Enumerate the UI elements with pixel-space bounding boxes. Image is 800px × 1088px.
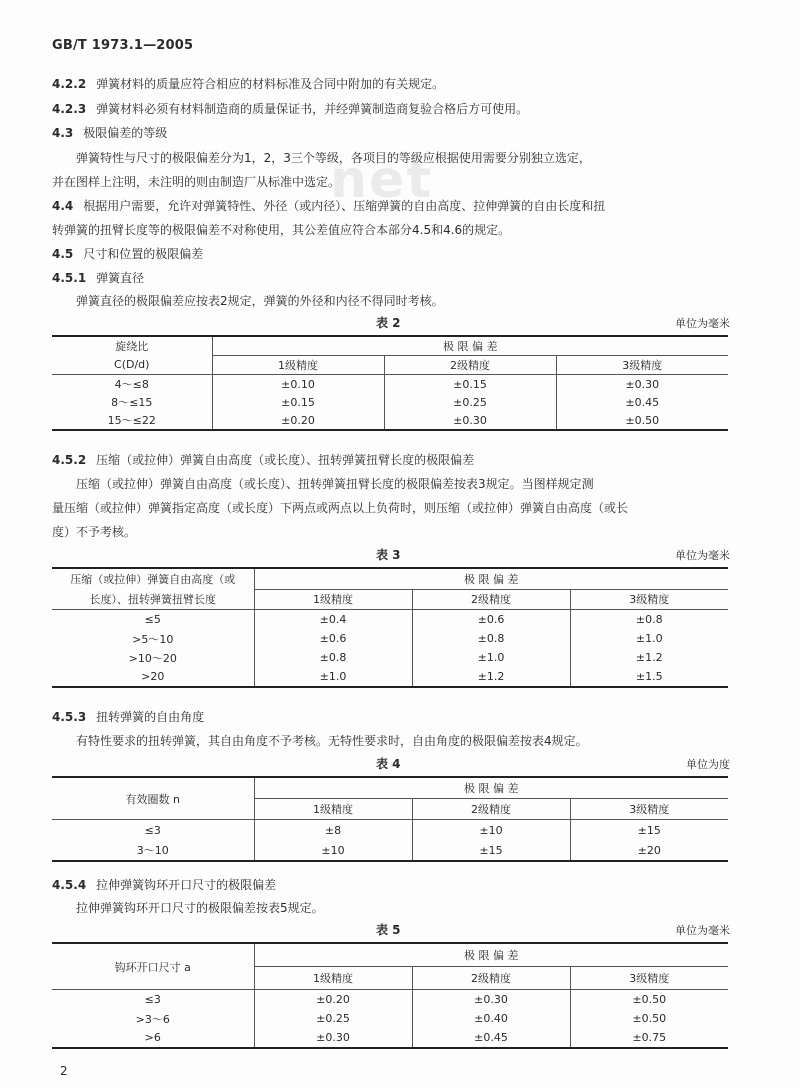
table-row	[52, 667, 728, 687]
table-cell: ±0.50	[556, 411, 728, 430]
table-cell: ±1.0	[254, 667, 412, 687]
table-cell: ±0.8	[570, 610, 728, 630]
section-title: 尺寸和位置的极限偏差	[83, 247, 204, 261]
table-cell: ±15	[412, 840, 570, 861]
section-4-5-3-heading	[52, 709, 204, 725]
table-row	[52, 1028, 728, 1048]
table-cell: ±0.25	[384, 393, 556, 411]
table-header-cell: 旋绕比	[52, 336, 212, 356]
table-header-cell: 2级精度	[384, 356, 556, 375]
table-2-unit: 单位为毫米	[675, 317, 730, 330]
table-header-cell: 2级精度	[412, 589, 570, 610]
section-4-5-2-body-line2: 量压缩（或拉伸）弹簧指定高度（或长度）下两点或两点以上负荷时，则压缩（或拉伸）弹簧自由高度（或长	[52, 501, 629, 515]
table-cell: ±0.50	[570, 1009, 728, 1028]
section-number: 4.5.3	[52, 710, 87, 724]
table-cell: ±1.0	[570, 629, 728, 648]
table-group-header: 极 限 偏 差	[212, 336, 728, 356]
table-cell: ±0.8	[412, 629, 570, 648]
table-cell: 4～≤8	[52, 375, 212, 394]
clause-text: 弹簧材料的质量应符合相应的材料标准及合同中附加的有关规定。	[96, 77, 445, 91]
table-group-header: 极 限 偏 差	[254, 943, 728, 967]
table-header-cell: 2级精度	[412, 967, 570, 990]
table-header-cell: 有效圈数 n	[52, 777, 254, 820]
table-4	[52, 776, 728, 862]
section-title: 压缩（或拉伸）弹簧自由高度（或长度）、扭转弹簧扭臂长度的极限偏差	[96, 453, 475, 467]
table-cell: ±20	[570, 840, 728, 861]
section-4-3-body-line1: 弹簧特性与尺寸的极限偏差分为1，2，3三个等级，各项目的等级应根据使用需要分别独立选定，	[76, 151, 591, 165]
table-header-cell: 3级精度	[556, 356, 728, 375]
table-2	[52, 335, 728, 431]
section-4-5-4-body: 拉伸弹簧钩环开口尺寸的极限偏差按表5规定。	[76, 901, 324, 915]
section-number: 4.5.2	[52, 453, 87, 467]
table-header-cell: 1级精度	[254, 967, 412, 990]
table-header-cell: 1级精度	[212, 356, 384, 375]
table-cell: ±0.30	[412, 990, 570, 1010]
table-cell: ±0.15	[212, 393, 384, 411]
clause-number: 4.2.2	[52, 77, 87, 91]
clause-4-4-line1	[52, 198, 605, 214]
table-cell: 15～≤22	[52, 411, 212, 430]
section-4-3-heading	[52, 125, 167, 141]
table-2-caption: 表 2	[376, 316, 401, 330]
table-cell: >6	[52, 1028, 254, 1048]
table-cell: ±0.6	[412, 610, 570, 630]
table-cell: ±10	[254, 840, 412, 861]
table-cell: ±1.2	[412, 667, 570, 687]
section-title: 弹簧直径	[96, 271, 145, 285]
table-cell: ±0.30	[384, 411, 556, 430]
table-header-cell: 压缩（或拉伸）弹簧自由高度（或	[52, 568, 254, 589]
clause-4-4-line2: 转弹簧的扭臂长度等的极限偏差不对称使用，其公差值应符合本部分4.5和4.6的规定。	[52, 223, 511, 237]
table-row	[52, 840, 728, 861]
table-cell: ±10	[412, 820, 570, 841]
section-4-5-2-body-line1: 压缩（或拉伸）弹簧自由高度（或长度）、扭转弹簧扭臂长度的极限偏差按表3规定。当图样规定测	[76, 477, 594, 491]
section-4-5-4-heading	[52, 877, 276, 893]
section-title: 极限偏差的等级	[83, 126, 168, 140]
section-title: 拉伸弹簧钩环开口尺寸的极限偏差	[96, 878, 277, 892]
standard-header: GB/T 1973.1—2005	[52, 38, 194, 53]
table-row	[52, 820, 728, 841]
table-4-unit: 单位为度	[686, 758, 730, 771]
table-4-caption: 表 4	[376, 757, 401, 771]
table-row	[52, 629, 728, 648]
table-cell: ±0.40	[412, 1009, 570, 1028]
section-number: 4.5.4	[52, 878, 87, 892]
section-title: 扭转弹簧的自由角度	[96, 710, 205, 724]
table-header-cell: 3级精度	[570, 967, 728, 990]
clause-text: 弹簧材料必须有材料制造商的质量保证书，并经弹簧制造商复验合格后方可使用。	[96, 102, 529, 116]
table-cell: ±0.45	[556, 393, 728, 411]
clause-number: 4.4	[52, 199, 74, 213]
table-cell: 3～10	[52, 840, 254, 861]
table-header-cell: 钩环开口尺寸 a	[52, 943, 254, 990]
table-cell: ±0.50	[570, 990, 728, 1010]
table-row	[52, 610, 728, 630]
section-4-5-heading	[52, 246, 203, 262]
table-5-caption: 表 5	[376, 923, 401, 937]
table-cell: ±0.25	[254, 1009, 412, 1028]
table-5-unit: 单位为毫米	[675, 924, 730, 937]
table-header-cell: 1级精度	[254, 799, 412, 820]
table-cell: >20	[52, 667, 254, 687]
table-group-header: 极 限 偏 差	[254, 568, 728, 589]
table-row	[52, 393, 728, 411]
watermark: net	[330, 150, 434, 210]
table-cell: ±1.5	[570, 667, 728, 687]
table-header-cell: 2级精度	[412, 799, 570, 820]
table-header-cell: 1级精度	[254, 589, 412, 610]
table-cell: ±8	[254, 820, 412, 841]
table-cell: ±0.10	[212, 375, 384, 394]
page-number: 2	[60, 1064, 68, 1078]
table-cell: ±0.20	[212, 411, 384, 430]
table-cell: ±0.8	[254, 648, 412, 667]
table-cell: ±1.0	[412, 648, 570, 667]
clause-number: 4.2.3	[52, 102, 87, 116]
clause-4-2-3	[52, 101, 528, 117]
table-cell: ±0.6	[254, 629, 412, 648]
table-cell: ≤3	[52, 820, 254, 841]
table-cell: 8～≤15	[52, 393, 212, 411]
table-cell: >5～10	[52, 629, 254, 648]
table-cell: ±0.20	[254, 990, 412, 1010]
table-cell: ±0.75	[570, 1028, 728, 1048]
table-row	[52, 1009, 728, 1028]
table-row	[52, 648, 728, 667]
clause-4-2-2	[52, 76, 444, 92]
table-group-header: 极 限 偏 差	[254, 777, 728, 799]
table-row	[52, 990, 728, 1010]
table-header-cell: 长度）、扭转弹簧扭臂长度	[52, 589, 254, 610]
table-cell: ±0.30	[556, 375, 728, 394]
section-4-5-2-body-line3: 度）不予考核。	[52, 525, 137, 539]
table-cell: ±1.2	[570, 648, 728, 667]
table-cell: ±15	[570, 820, 728, 841]
table-3	[52, 567, 728, 688]
table-header-cell: 3级精度	[570, 799, 728, 820]
section-4-3-body-line2: 并在图样上注明，未注明的则由制造厂从标准中选定。	[52, 175, 341, 189]
section-4-5-1-body: 弹簧直径的极限偏差应按表2规定，弹簧的外径和内径不得同时考核。	[76, 294, 444, 308]
table-3-unit: 单位为毫米	[675, 549, 730, 562]
table-row	[52, 375, 728, 394]
clause-text: 根据用户需要，允许对弹簧特性、外径（或内径）、压缩弹簧的自由高度、拉伸弹簧的自由长度和扭	[83, 199, 606, 213]
table-cell: ±0.4	[254, 610, 412, 630]
table-row	[52, 411, 728, 430]
table-cell: ±0.45	[412, 1028, 570, 1048]
table-5	[52, 942, 728, 1049]
section-4-5-1-heading	[52, 270, 144, 286]
section-number: 4.5.1	[52, 271, 87, 285]
table-cell: ≤3	[52, 990, 254, 1010]
table-cell: ≤5	[52, 610, 254, 630]
table-header-cell: C(D/d)	[52, 356, 212, 375]
table-3-caption: 表 3	[376, 548, 401, 562]
section-4-5-2-heading	[52, 452, 474, 468]
table-cell: ±0.15	[384, 375, 556, 394]
section-number: 4.5	[52, 247, 74, 261]
table-header-cell: 3级精度	[570, 589, 728, 610]
table-cell: >3～6	[52, 1009, 254, 1028]
section-number: 4.3	[52, 126, 74, 140]
table-cell: ±0.30	[254, 1028, 412, 1048]
section-4-5-3-body: 有特性要求的扭转弹簧，其自由角度不予考核。无特性要求时，自由角度的极限偏差按表4规定。	[76, 734, 588, 748]
table-cell: >10～20	[52, 648, 254, 667]
